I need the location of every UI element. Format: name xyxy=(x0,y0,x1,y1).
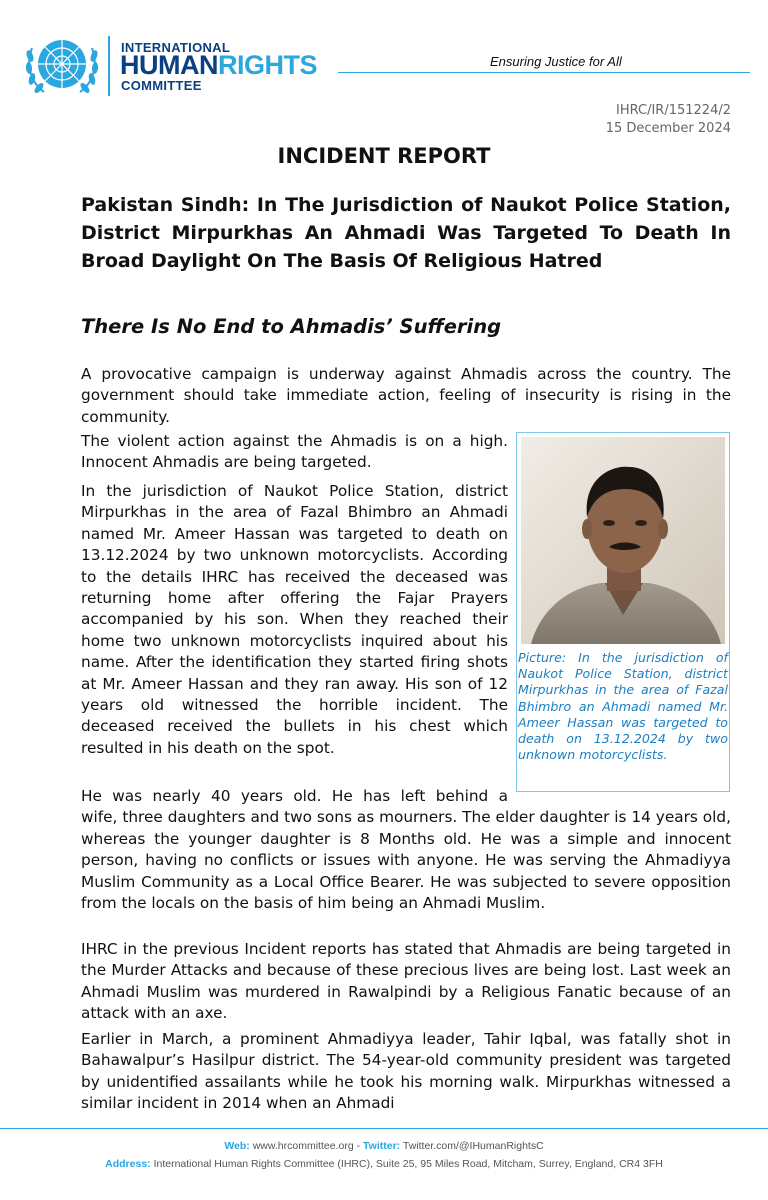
report-reference xyxy=(606,102,731,138)
twitter-link[interactable]: Twitter.com/@IHumanRightsC xyxy=(402,1140,544,1152)
header-divider xyxy=(108,36,110,96)
org-name-line1: INTERNATIONAL xyxy=(121,40,231,55)
org-name-line3: COMMITTEE xyxy=(121,78,202,93)
report-date: 15 December 2024 xyxy=(605,121,731,136)
header-rule xyxy=(338,72,750,73)
letterhead xyxy=(0,0,768,110)
un-globe-logo-icon xyxy=(24,34,100,98)
org-name-human: HUMAN xyxy=(120,50,218,80)
subheadline: There Is No End to Ahmadis’ Suffering xyxy=(81,315,502,338)
victim-photo xyxy=(521,437,725,644)
paragraph-4-line1: He was nearly 40 years old. He has left behind a xyxy=(81,787,508,805)
tagline: Ensuring Justice for All xyxy=(490,54,622,69)
paragraph-intro: A provocative campaign is underway against Ahmadis across the country. The government should take immediate action, feeling of insecurity is rising in the community. xyxy=(81,365,731,426)
report-title: INCIDENT REPORT xyxy=(277,144,491,168)
footer-contact xyxy=(0,1140,768,1152)
photo-caption: Picture: In the jurisdiction of Naukot Police Station, district Mirpurkhas in the area of Fazal Bhimbro an Ahmadi named Mr. Ameer Hassan was targeted to death on 13.12.2024 by two unknown motorcyclists. xyxy=(518,650,728,763)
web-link[interactable]: www.hrcommittee.org xyxy=(252,1140,354,1152)
org-name-line2 xyxy=(120,50,317,81)
address-label: Address: xyxy=(105,1158,151,1170)
footer-address xyxy=(0,1158,768,1170)
footer-rule xyxy=(0,1128,768,1129)
web-label: Web: xyxy=(224,1140,250,1152)
footer-separator: - xyxy=(353,1140,364,1152)
paragraph-6: Earlier in March, a prominent Ahmadiyya leader, Tahir Iqbal, was fatally shot in Bahawalpur’s Hasilpur district. The 54-year-old community president was targeted by unidentified assailants while he took his morning walk. Mirpurkhas witnessed a similar incident in 2014 when an Ahmadi xyxy=(81,1030,731,1113)
twitter-label: Twitter: xyxy=(363,1140,401,1152)
reference-number: IHRC/IR/151224/2 xyxy=(616,103,731,118)
paragraph-2: The violent action against the Ahmadis is on a high. Innocent Ahmadis are being targeted. xyxy=(81,432,508,472)
headline: Pakistan Sindh: In The Jurisdiction of Naukot Police Station, District Mirpurkhas An Ahmadi Was Targeted To Death In Broad Daylight On The Basis Of Religious Hatred xyxy=(81,194,731,272)
org-name-rights: RIGHTS xyxy=(218,50,318,80)
paragraph-3: In the jurisdiction of Naukot Police Station, district Mirpurkhas in the area of Fazal Bhimbro an Ahmadi named Mr. Ameer Hassan was targeted to death on 13.12.2024 by two unknown motorcyclists. According to the details IHRC has received the deceased was returning home after offering the Fajar Prayers accompanied by his son. When they reached their home two unknown motorcyclists inquired about his name. After the identification they started firing shots at Mr. Ameer Hassan and they ran away. His son of 12 years old witnessed the horrible incident. The deceased received the bullets in his chest which resulted in his death on the spot. xyxy=(81,482,508,757)
paragraph-4-rest: wife, three daughters and two sons as mourners. The elder daughter is 14 years old, whereas the younger daughter is 8 Months old. He was a simple and innocent person, having no conflicts or issues with anyone. He was serving the Ahmadiyya Muslim Community as a Local Office Bearer. He was subjected to severe opposition from the locals on the basis of him being an Ahmadi Muslim. xyxy=(81,808,731,913)
address-text: International Human Rights Committee (IHRC), Suite 25, 95 Miles Road, Mitcham, Surrey, England, CR4 3FH xyxy=(153,1158,663,1170)
paragraph-4 xyxy=(81,786,731,914)
paragraph-5: IHRC in the previous Incident reports has stated that Ahmadis are being targeted in the Murder Attacks and because of these precious lives are being lost. Last week an Ahmadi Muslim was murdered in Rawalpindi by a Religious Fanatic because of an attack with an axe. xyxy=(81,940,731,1023)
